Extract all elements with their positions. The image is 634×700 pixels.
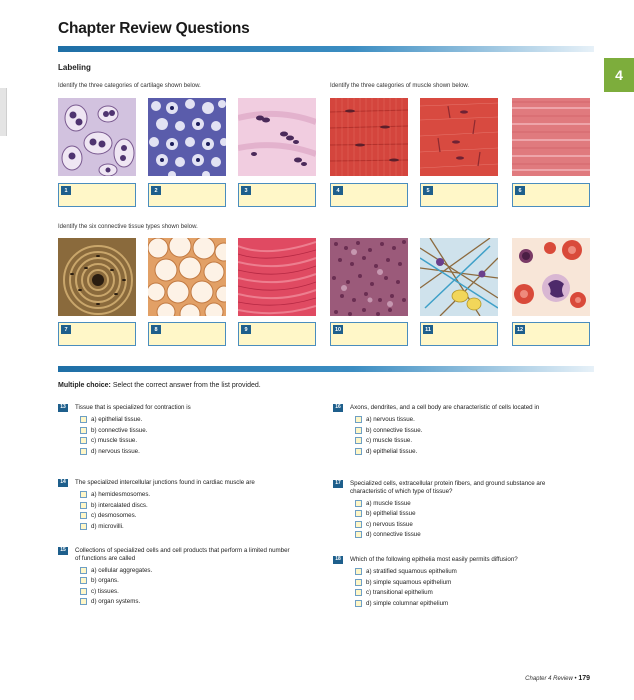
- option-label: a) cellular aggregates.: [91, 566, 153, 574]
- option-label: a) nervous tissue.: [366, 416, 415, 423]
- option-a[interactable]: [80, 415, 308, 426]
- question-number: 13: [58, 404, 68, 412]
- checkbox[interactable]: [355, 600, 362, 607]
- page-title: Chapter Review Questions: [58, 20, 250, 37]
- checkbox[interactable]: [80, 577, 87, 584]
- connective-instruction: Identify the six connective tissue types shown below.: [58, 224, 198, 230]
- answer-box-10[interactable]: [330, 322, 408, 346]
- option-label: a) hemidesmosomes.: [91, 491, 151, 498]
- option-c[interactable]: [80, 511, 308, 522]
- option-b[interactable]: [80, 576, 308, 587]
- answer-box-8[interactable]: [148, 322, 226, 346]
- checkbox[interactable]: [80, 523, 87, 530]
- question-stem: Tissue that is specialized for contraction is: [75, 404, 191, 411]
- question-16: [333, 404, 583, 457]
- option-label: a) muscle tissue: [366, 499, 411, 507]
- checkbox[interactable]: [355, 589, 362, 596]
- cartilage-hyaline-image: [58, 98, 136, 176]
- option-d[interactable]: [80, 521, 308, 532]
- option-label: d) simple columnar epithelium: [366, 599, 449, 607]
- label-number-3: 3: [241, 186, 251, 195]
- labeling-heading: Labeling: [58, 63, 91, 72]
- option-label: b) epithelial tissue: [366, 510, 416, 517]
- option-b[interactable]: [355, 425, 583, 436]
- option-c[interactable]: [80, 586, 308, 597]
- page-gutter: [0, 88, 7, 136]
- option-d[interactable]: [80, 446, 308, 457]
- checkbox[interactable]: [80, 437, 87, 444]
- option-a[interactable]: [355, 498, 583, 509]
- label-number-4: 4: [333, 186, 343, 195]
- option-label: d) nervous tissue.: [91, 447, 140, 455]
- answer-box-12[interactable]: [512, 322, 590, 346]
- question-17: [333, 480, 583, 540]
- footer-chapter: Chapter 4 Review: [525, 676, 573, 682]
- mc-divider: [58, 366, 594, 372]
- checkbox[interactable]: [80, 567, 87, 574]
- option-label: a) epithelial tissue.: [91, 416, 143, 423]
- label-number-12: 12: [516, 326, 524, 333]
- option-d[interactable]: [355, 598, 583, 609]
- question-number: 17: [333, 480, 343, 488]
- answer-box-1[interactable]: [58, 183, 136, 207]
- option-c[interactable]: [80, 436, 308, 447]
- checkbox[interactable]: [80, 427, 87, 434]
- checkbox[interactable]: [80, 502, 87, 509]
- option-label: c) desmosomes.: [91, 512, 137, 519]
- checkbox[interactable]: [355, 531, 362, 538]
- option-d[interactable]: [80, 597, 308, 608]
- adipose-image: [148, 238, 226, 316]
- answer-box-4[interactable]: [330, 183, 408, 207]
- reticular-image: [420, 238, 498, 316]
- option-label: b) simple squamous epithelium: [366, 578, 452, 586]
- mc-heading: [58, 382, 261, 389]
- smooth-muscle-image: [512, 98, 590, 176]
- cartilage-elastic-image: [148, 98, 226, 176]
- option-a[interactable]: [80, 490, 308, 501]
- checkbox[interactable]: [355, 568, 362, 575]
- checkbox[interactable]: [80, 512, 87, 519]
- option-c[interactable]: [355, 436, 583, 447]
- bone-image: [58, 238, 136, 316]
- question-number: 18: [333, 556, 343, 564]
- checkbox[interactable]: [80, 448, 87, 455]
- cartilage-instruction: Identify the three categories of cartilage shown below.: [58, 83, 201, 89]
- page-number: 179: [578, 675, 590, 682]
- areolar-image: [330, 238, 408, 316]
- mc-heading-bold: Multiple choice:: [58, 382, 111, 389]
- option-label: b) organs.: [91, 577, 119, 584]
- label-number-7: 7: [61, 325, 71, 334]
- option-label: c) transitional epithelium: [366, 589, 433, 596]
- title-divider: [58, 46, 594, 52]
- option-c[interactable]: [355, 519, 583, 530]
- checkbox[interactable]: [355, 437, 362, 444]
- question-15: [58, 547, 308, 607]
- option-label: d) organ systems.: [91, 598, 141, 605]
- label-number-1: 1: [61, 186, 71, 195]
- label-number-8: 8: [151, 325, 161, 334]
- muscle-instruction: Identify the three categories of muscle shown below.: [330, 83, 470, 89]
- answer-box-7[interactable]: [58, 322, 136, 346]
- option-label: d) epithelial tissue.: [366, 447, 418, 455]
- blood-image: [512, 238, 590, 316]
- answer-box-3[interactable]: [238, 183, 316, 207]
- question-13: [58, 404, 308, 457]
- mc-heading-text: Select the correct answer from the list provided.: [110, 382, 261, 389]
- option-c[interactable]: [355, 588, 583, 599]
- checkbox[interactable]: [355, 521, 362, 528]
- option-label: b) intercalated discs.: [91, 501, 148, 509]
- checkbox[interactable]: [80, 588, 87, 595]
- checkbox[interactable]: [355, 579, 362, 586]
- option-a[interactable]: [355, 415, 583, 426]
- option-a[interactable]: [80, 565, 308, 576]
- question-stem: Axons, dendrites, and a cell body are characteristic of cells located in: [350, 404, 540, 411]
- answer-box-11[interactable]: [420, 322, 498, 346]
- checkbox[interactable]: [80, 491, 87, 498]
- question-18: [333, 556, 583, 609]
- page-footer: [525, 675, 590, 682]
- chapter-tab: 4: [604, 58, 634, 92]
- option-b[interactable]: [80, 425, 308, 436]
- option-label: d) connective tissue: [366, 531, 421, 538]
- option-label: c) tissues.: [91, 587, 119, 595]
- question-stem: Collections of specialized cells and cell products that perform a limited number of functions are called: [75, 547, 290, 562]
- option-label: c) muscle tissue.: [366, 437, 413, 444]
- checkbox[interactable]: [355, 510, 362, 517]
- checkbox[interactable]: [355, 500, 362, 507]
- option-b[interactable]: [355, 577, 583, 588]
- option-label: c) nervous tissue: [366, 520, 413, 528]
- skeletal-muscle-image: [330, 98, 408, 176]
- option-label: b) connective tissue.: [91, 426, 148, 434]
- label-number-9: 9: [241, 325, 251, 334]
- label-number-5: 5: [423, 186, 433, 195]
- option-label: a) stratified squamous epithelium: [366, 568, 457, 575]
- option-label: b) connective tissue.: [366, 426, 423, 434]
- checkbox[interactable]: [80, 416, 87, 423]
- cardiac-muscle-image: [420, 98, 498, 176]
- option-b[interactable]: [80, 500, 308, 511]
- checkbox[interactable]: [355, 416, 362, 423]
- question-number: 15: [58, 547, 68, 555]
- option-label: c) muscle tissue.: [91, 437, 138, 444]
- answer-box-2[interactable]: [148, 183, 226, 207]
- answer-box-6[interactable]: [512, 183, 590, 207]
- footer-separator: •: [574, 676, 577, 682]
- question-stem: The specialized intercellular junctions found in cardiac muscle are: [75, 479, 255, 486]
- cartilage-fibro-image: [238, 98, 316, 176]
- option-label: d) microvilli.: [91, 522, 124, 530]
- checkbox[interactable]: [355, 448, 362, 455]
- question-14: [58, 479, 308, 532]
- label-number-6: 6: [515, 186, 525, 195]
- answer-box-9[interactable]: [238, 322, 316, 346]
- answer-box-5[interactable]: [420, 183, 498, 207]
- checkbox[interactable]: [355, 427, 362, 434]
- dense-connective-image: [238, 238, 316, 316]
- question-stem: Specialized cells, extracellular protein fibers, and ground substance are characteristic of which type of tissue?: [350, 480, 546, 495]
- label-number-11: 11: [423, 325, 433, 334]
- option-d[interactable]: [355, 530, 583, 541]
- label-number-10: 10: [334, 326, 342, 333]
- question-stem: Which of the following epithelia most easily permits diffusion?: [350, 556, 518, 563]
- option-a[interactable]: [355, 567, 583, 578]
- question-number: 14: [58, 479, 68, 487]
- label-number-2: 2: [151, 186, 161, 195]
- option-d[interactable]: [355, 446, 583, 457]
- option-b[interactable]: [355, 509, 583, 520]
- checkbox[interactable]: [80, 598, 87, 605]
- question-number: 16: [333, 404, 343, 412]
